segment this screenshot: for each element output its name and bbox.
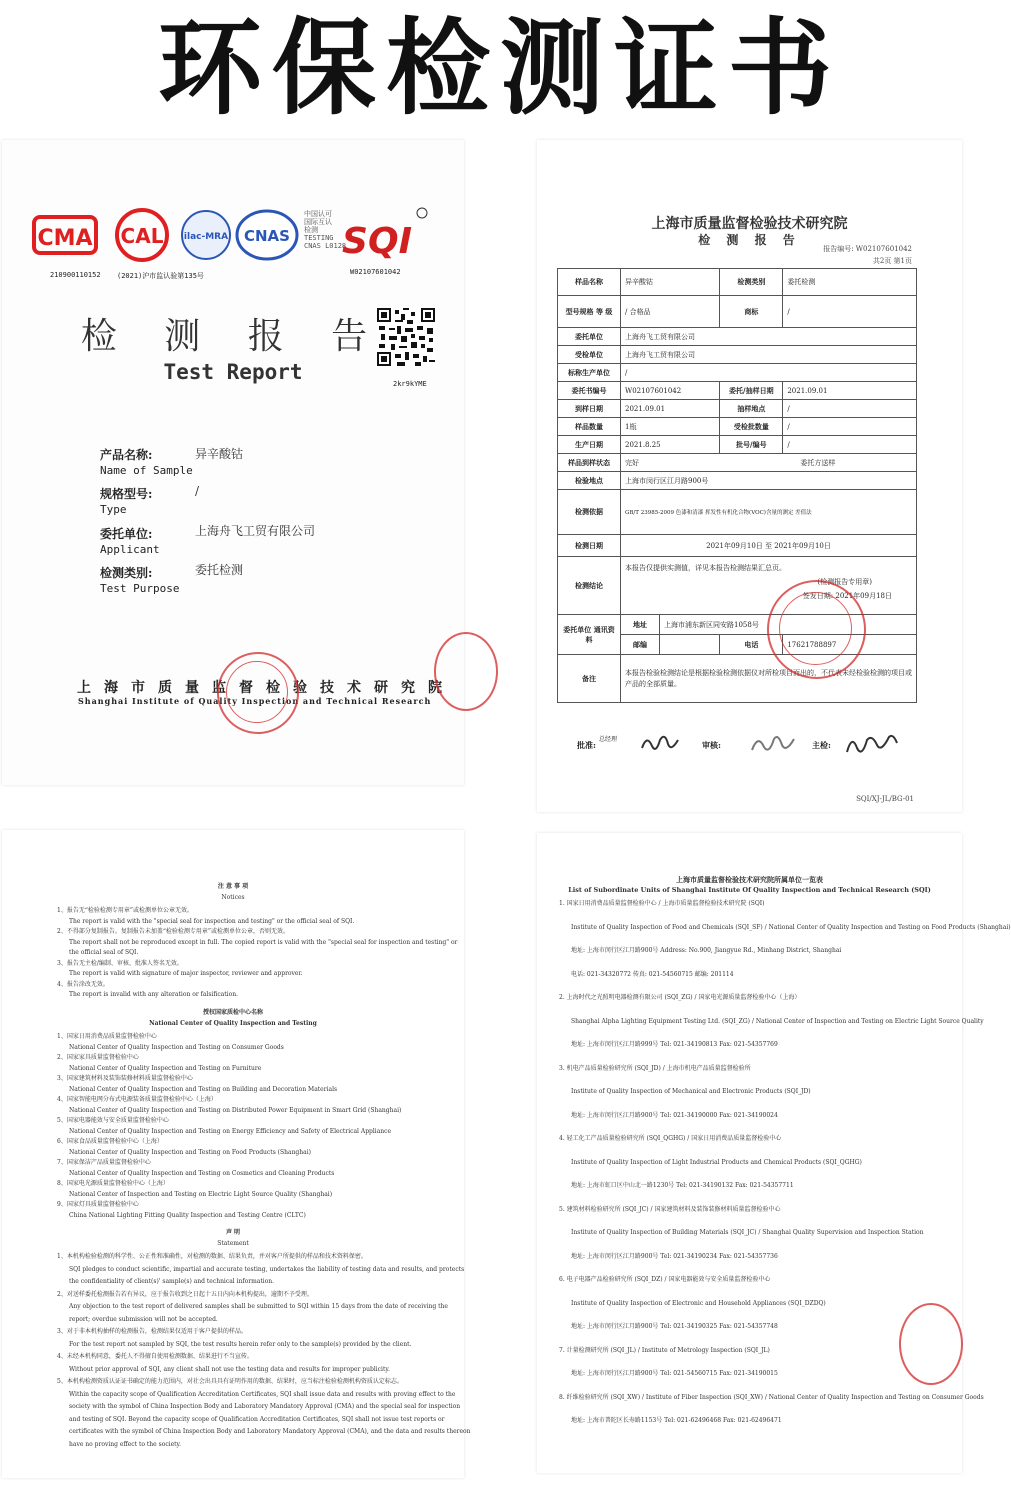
text-line: 1、报告无“检验检测专用章”或检测单位公章无效。 (57, 907, 193, 914)
row-value: / (621, 364, 917, 382)
row-label: 生产日期 (558, 436, 621, 454)
text-line: The report is invalid with any alteration or falsification. (69, 991, 238, 998)
row-value: 委托检测 (783, 269, 917, 296)
cnas-line-4: TESTING (304, 234, 334, 242)
field-label: 产品名称: (100, 448, 153, 462)
address-label: 地址 (621, 615, 660, 635)
centers-title-en: National Center of Quality Inspection and Testing (149, 1020, 317, 1027)
text-line: 3、报告无主检/编制、审核、批准人签名无效。 (57, 959, 183, 967)
table-row (558, 490, 917, 535)
table-row (558, 269, 917, 296)
text-line: Institute of Quality Inspection of Light Industrial Products and Chemical Products (SQI_QGHG) (571, 1158, 862, 1166)
cma-logo: CMA (37, 226, 93, 251)
field-label-en: Type (100, 503, 127, 516)
report-subtitle: 检 测 报 告 (698, 233, 801, 247)
cnas-logo: CNAS (244, 227, 290, 245)
row-label: 检测依据 (558, 490, 621, 535)
text-line: 9、国家灯具质量监督检验中心 (57, 1201, 139, 1208)
text-line: 7、国家保洁产品质量监督检验中心 (57, 1159, 151, 1166)
units-title-en: List of Subordinate Units of Shanghai Institute Of Quality Inspection and Technical Research (SQI) (568, 886, 931, 894)
row-value (621, 557, 917, 615)
text-line: Institute of Quality Inspection of Building Materials (SQI_JC) / Shanghai Quality Supervision and Inspection Station (571, 1229, 924, 1236)
row-label: 检测类别 (720, 269, 783, 296)
text-line: 电话: 021-34320772 传真: 021-54560715 邮编: 201114 (571, 970, 734, 978)
ilac-logo: ilac-MRA (183, 232, 229, 242)
text-line: 1. 国家日用消费品质量监督检验中心 / 上海市质量监督检验技术研究院 (SQI) (559, 900, 765, 907)
text-line: The report is valid with signature of major inspector, reviewer and approver. (69, 970, 303, 977)
row-label: 样品数量 (558, 418, 621, 436)
approve-label: 批准: (577, 740, 596, 750)
row-value: 委托方送样 (720, 454, 917, 472)
text-line: 4. 轻工化工产品质量检验研究所 (SQI_QGHG) / 国家日用消费品质量监督检验中心 (559, 1135, 782, 1142)
text-line: 地址: 上海市闵行区江月路900号 Address: No.900, Jiangyue Rd., Minhang District, Shanghai (571, 947, 842, 954)
field-value: 委托检测 (195, 563, 244, 577)
text-line: 7. 计量检测研究所 (SQI_JL) / Institute of Metrology Inspection (SQI_JL) (559, 1346, 770, 1354)
text-line: 4、未经本机构同意，委托人不得擅自使用检测数据、结果进行不当宣传。 (57, 1353, 253, 1360)
field-label-en: Test Purpose (100, 582, 180, 595)
row-value: 2021.09.01 (783, 382, 917, 400)
accreditation-logos (32, 205, 432, 265)
cal-logo: CAL (120, 224, 164, 248)
text-line: the official seal of SQI. (69, 949, 139, 956)
text-line: 6. 电子电器产品检验研究所 (SQI_DZ) / 国家电器能效与安全质量监督检验中心 (559, 1276, 771, 1283)
check-label: 主检: (812, 740, 831, 750)
conclusion-text: 本报告仅提供实测值，详见本报告检测结果汇总页。 (625, 564, 786, 572)
text-line: 2、不得部分复制报告。复制报告未加盖“检验检测专用章”或检测单位公章，否则无效。 (57, 928, 289, 935)
cnas-line-2: 国际互认 (304, 218, 332, 226)
table-row (558, 296, 917, 328)
page-count: 共2页 第1页 (872, 257, 912, 265)
text-line: 6、国家食品质量监督检验中心（上海） (57, 1138, 163, 1145)
units-page (537, 833, 1011, 1473)
cnas-line-3: 检测 (304, 226, 318, 234)
text-line: 地址: 上海市普陀区长寿路1153号 Tel: 021-62496468 Fax: 021-62496471 (571, 1417, 782, 1424)
text-line: 2. 上海时代之光照明电器检测有限公司 (SQI_ZG) / 国家电光源质量监督检验中心（上海） (559, 994, 801, 1001)
row-value: / (783, 400, 917, 418)
text-line: 5、本机构检测资质认证证书确定的能力范围内，对社会出具具有证明作用的数据、结果时，应当标注检验检测机构资质认定标志。 (57, 1378, 403, 1385)
text-line: Institute of Quality Inspection of Food and Chemicals (SQI_SF) / National Center of Quality Inspection and Testing on Food Products (Shanghai) (571, 923, 1011, 931)
report-page (537, 140, 962, 812)
table-row (558, 472, 917, 490)
text-line: National Center of Quality Inspection and Testing on Distributed Power Equipment in Smart Grid (Shanghai) (69, 1106, 402, 1114)
table-row (558, 364, 917, 382)
form-number: SQI/XJ-JL/BG-01 (856, 795, 914, 803)
text-line: National Center of Quality Inspection and Testing on Food Products (Shanghai) (69, 1148, 311, 1156)
field-label: 规格型号: (100, 487, 153, 501)
cert-number: 210900110152 (50, 271, 101, 279)
text-line: National Center of Quality Inspection and Testing on Consumer Goods (69, 1043, 284, 1051)
text-line: 地址: 上海市闵行区江月路900号 Tel: 021-34190234 Fax: 021-54357736 (571, 1252, 778, 1260)
issue-date: 签发日期: 2021年09月18日 (802, 592, 892, 600)
field-applicant (100, 525, 160, 556)
postcode-value (660, 635, 720, 655)
table-row (558, 557, 917, 615)
field-sample-name (100, 446, 193, 477)
address-value: 上海市浦东新区同安路1058号 (660, 615, 917, 635)
table-row (558, 346, 917, 364)
cnas-registration (304, 210, 346, 250)
table-row (558, 454, 917, 472)
row-label: 到样日期 (558, 400, 621, 418)
row-label: 商标 (720, 296, 783, 328)
row-value: GB/T 23985-2009 色漆和清漆 挥发性有机化合物(VOC)含量的测定 差值法 (621, 490, 917, 535)
row-label: 检测结论 (558, 557, 621, 615)
row-label: 标称生产单位 (558, 364, 621, 382)
text-line: National Center of Quality Inspection and Testing on Furniture (69, 1064, 262, 1072)
notices-title-en: Notices (221, 894, 245, 901)
table-row (558, 418, 917, 436)
row-value: 2021.8.25 (621, 436, 720, 454)
row-value: 2021年09月10日 至 2021年09月10日 (621, 535, 917, 557)
review-label: 审核: (702, 740, 721, 750)
row-value: / (783, 418, 917, 436)
report-number: 报告编号: W02107601042 (823, 245, 912, 253)
text-line: SQI pledges to conduct scientific, impartial and accurate testing, undertakes the liability of testing data and results, and protects (69, 1265, 465, 1273)
row-label: 受检批数量 (720, 418, 783, 436)
conclusion-seal-label: (检测报告专用章) (817, 578, 872, 586)
row-value: 完好 (621, 454, 720, 472)
cover-title-en: Test Report (163, 360, 303, 384)
text-line: 3、对于非本机构抽样的检测报告，检测结果仅适用于客户提供的样品。 (57, 1328, 247, 1335)
field-label: 委托单位: (100, 527, 153, 541)
edge-stamp (899, 1303, 963, 1385)
field-test-purpose (100, 564, 179, 595)
text-line: National Center of Quality Inspection and Testing on Energy Efficiency and Safety of Electrical Appliance (69, 1127, 392, 1135)
row-value: 异辛酸钴 (621, 269, 720, 296)
cnas-line-5: CNAS L0128 (304, 242, 347, 250)
text-line: society with the symbol of China Inspection Body and Laboratory Mandatory Approval (CMA) and the special seal for inspection (69, 1403, 461, 1410)
text-line: Within the capacity scope of Qualification Accreditation Certificates, SQI shall issue data and results with proving effect to the (69, 1390, 456, 1398)
text-line: For the test report not sampled by SQI, the test results herein refer only to the sample(s) provided by the client. (69, 1340, 412, 1348)
field-value: 异辛酸钴 (195, 447, 244, 461)
official-stamp-inner (226, 661, 288, 723)
row-value: 上海市闵行区江月路900号 (621, 472, 917, 490)
centers-title-cn: 授权国家质检中心名称 (202, 1009, 263, 1016)
text-line: National Center of Quality Inspection and Testing on Building and Decoration Materials (69, 1085, 338, 1093)
row-label: 样品到样状态 (558, 454, 621, 472)
row-label: 委托单位 (558, 328, 621, 346)
text-line: National Center of Quality Inspection and Testing on Cosmetics and Cleaning Products (69, 1169, 335, 1177)
field-value: / (195, 484, 200, 498)
text-line: 3、国家建筑材料及装饰装修材料质量监督检验中心 (57, 1075, 193, 1082)
text-line: 2、对送样委托检测报告若有异议，应于报告收到之日起十五日内向本机构提出，逾期不予受理。 (57, 1290, 313, 1298)
sqi-logo: SQI (342, 221, 412, 262)
text-line: National Center of Inspection and Testing on Electric Light Source Quality (Shanghai) (69, 1190, 333, 1198)
text-line: 8. 纤维检验研究所 (SQI_XW) / Institute of Fiber Inspection (SQI_XW) / National Center of Quality Inspection and Testing on Consumer Goods (559, 1393, 984, 1401)
signatures (632, 728, 952, 758)
text-line: 地址: 上海市闵行区江月路900号 Tel: 021-34190325 Fax: 021-54357748 (571, 1323, 778, 1330)
units-title-cn: 上海市质量监督检验技术研究院所属单位一览表 (676, 875, 823, 884)
page-heading: 环保检测证书 (157, 7, 842, 129)
edge-stamp (434, 632, 498, 711)
row-value: 本报告检验检测结论是根据检验检测依据仪对所检项目而出的，不代表未经检验检测的项目或产品的全部质量。 (621, 655, 917, 703)
row-label: 样品名称 (558, 269, 621, 296)
text-line: 5. 建筑材料检验研究所 (SQI_JC) / 国家建筑材料及装饰装修材料质量监督检验中心 (559, 1205, 781, 1213)
row-label: 受检单位 (558, 346, 621, 364)
text-line: Institute of Quality Inspection of Mechanical and Electronic Products (SQI_JD) (571, 1088, 811, 1095)
report-seal-inner (779, 592, 852, 665)
text-line: have no proving effect to the society. (69, 1440, 182, 1448)
report-title: 上海市质量监督检验技术研究院 (651, 216, 848, 232)
row-label: 委托书编号 (558, 382, 621, 400)
text-line: The report shall not be reproduced except in full. The copied report is valid with the "special seal for inspection and testing" or (69, 938, 458, 946)
row-label: 检测日期 (558, 535, 621, 557)
row-value: 上海舟飞工贸有限公司 (621, 346, 917, 364)
qr-code-text: 2kr9kYME (393, 380, 427, 388)
cnas-line-1: 中国认可 (304, 210, 332, 218)
statement-title-en: Statement (217, 1240, 249, 1247)
text-line: certificates with the symbol of China Inspection Body and Laboratory Mandatory Approval (CMA), and the data and results thereon (69, 1428, 471, 1435)
text-line: the confidentiality of client(s)' sample(s) and technical information. (69, 1278, 275, 1285)
row-label: 批号/编号 (720, 436, 783, 454)
text-line: 4、国家智能电网分布式电源装备质量监督检验中心（上海） (57, 1096, 217, 1103)
postcode-label: 邮编 (621, 635, 660, 655)
field-label-en: Applicant (100, 543, 160, 556)
institute-name-en: Shanghai Institute of Quality Inspection and Technical Research (78, 696, 432, 706)
text-line: and testing of SQI. Beyond the capacity scope of Qualification Accreditation Certificates, SQI shall not issue test reports or (69, 1415, 445, 1423)
text-line: 地址: 上海市闵行区江月路900号 Tel: 021-34190000 Fax: 021-34190024 (571, 1111, 778, 1119)
row-label: 抽样地点 (720, 400, 783, 418)
phone-value: 17621788897 (783, 635, 917, 655)
text-line: 1、本机构检验检测的科学性、公正性和准确性，对检测的数据、结果负责，并对客户所提供的样品和技术资料保密。 (57, 1253, 367, 1260)
row-value: 上海舟飞工贸有限公司 (621, 328, 917, 346)
phone-label: 电话 (720, 635, 783, 655)
approval-number: (2021)沪市监认验第135号 (117, 272, 204, 280)
table-row (558, 436, 917, 454)
text-line: Any objection to the test report of delivered samples shall be submitted to SQI within 15 days from the date of receiving the (69, 1303, 448, 1310)
notices-page (2, 830, 471, 1478)
accreditation-logo-graphics (32, 205, 432, 265)
field-label: 检测类别: (100, 566, 153, 580)
row-value: 2021.09.01 (621, 400, 720, 418)
row-label: 检验地点 (558, 472, 621, 490)
institute-name-cn: 上海市质量监督检验技术研究院 (77, 680, 455, 696)
text-line: 地址: 上海市闵行区江月路900号 Tel: 021-54560715 Fax: 021-34190015 (571, 1370, 778, 1377)
text-line: 地址: 上海市虹口区中山北一路1230号 Tel: 021-34190132 Fax: 021-54357711 (571, 1182, 794, 1189)
row-value: / (783, 436, 917, 454)
row-label: 型号规格 等 级 (558, 296, 621, 328)
row-value: 1瓶 (621, 418, 720, 436)
table-row (558, 655, 917, 703)
row-value: / (783, 296, 917, 328)
text-line: The report is valid with the "special seal for inspection and testing" or the official seal of SQI. (69, 917, 355, 925)
text-line: Without prior approval of SQI, any client shall not use the testing data and results for improper publicity. (69, 1365, 390, 1373)
approve-title: 总经理 (599, 736, 618, 743)
notices-title-cn: 注 意 事 项 (217, 883, 249, 890)
text-line: 地址: 上海市闵行区江月路999号 Tel: 021-34190813 Fax: 021-54357769 (571, 1041, 778, 1048)
cover-page (2, 140, 464, 785)
text-line: Shanghai Alpha Lighting Equipment Testing Ltd. (SQI_ZG) / National Center of Inspection and Testing on Electric Light Source Quality (571, 1017, 984, 1025)
field-label-en: Name of Sample (100, 464, 193, 477)
row-label: 委托/抽样日期 (720, 382, 783, 400)
text-line: report; overdue submission will not be accepted. (69, 1315, 218, 1323)
text-line: 4、报告涂改无效。 (57, 980, 109, 988)
row-value: W02107601042 (621, 382, 720, 400)
table-row (558, 535, 917, 557)
text-line: 3. 机电产品质量检验研究所 (SQI_JD) / 上海市机电产品质量监督检验所 (559, 1064, 751, 1072)
text-line: China National Lighting Fitting Quality Inspection and Testing Centre (CLTC) (69, 1211, 306, 1219)
table-row (558, 400, 917, 418)
text-line: 8、国家电光源质量监督检验中心（上海） (57, 1180, 169, 1187)
field-type (100, 485, 152, 516)
table-row (558, 328, 917, 346)
cover-title-cn: 检 测 报 告 (80, 316, 386, 357)
row-label: 备注 (558, 655, 621, 703)
report-number: W02107601042 (350, 268, 401, 276)
row-label: 委托单位 通讯资料 (558, 615, 621, 655)
text-line: 2、国家家具质量监督检验中心 (57, 1054, 139, 1061)
text-line: Institute of Quality Inspection of Electronic and Household Appliances (SQI_DZDQ) (571, 1299, 826, 1307)
table-row (558, 382, 917, 400)
statement-title-cn: 声 明 (225, 1229, 241, 1236)
text-line: 1、国家日用消费品质量监督检验中心 (57, 1033, 157, 1040)
field-value: 上海舟飞工贸有限公司 (195, 524, 316, 538)
text-line: 5、国家电器能效与安全质量监督检验中心 (57, 1117, 169, 1124)
row-value: / 合格品 (621, 296, 720, 328)
